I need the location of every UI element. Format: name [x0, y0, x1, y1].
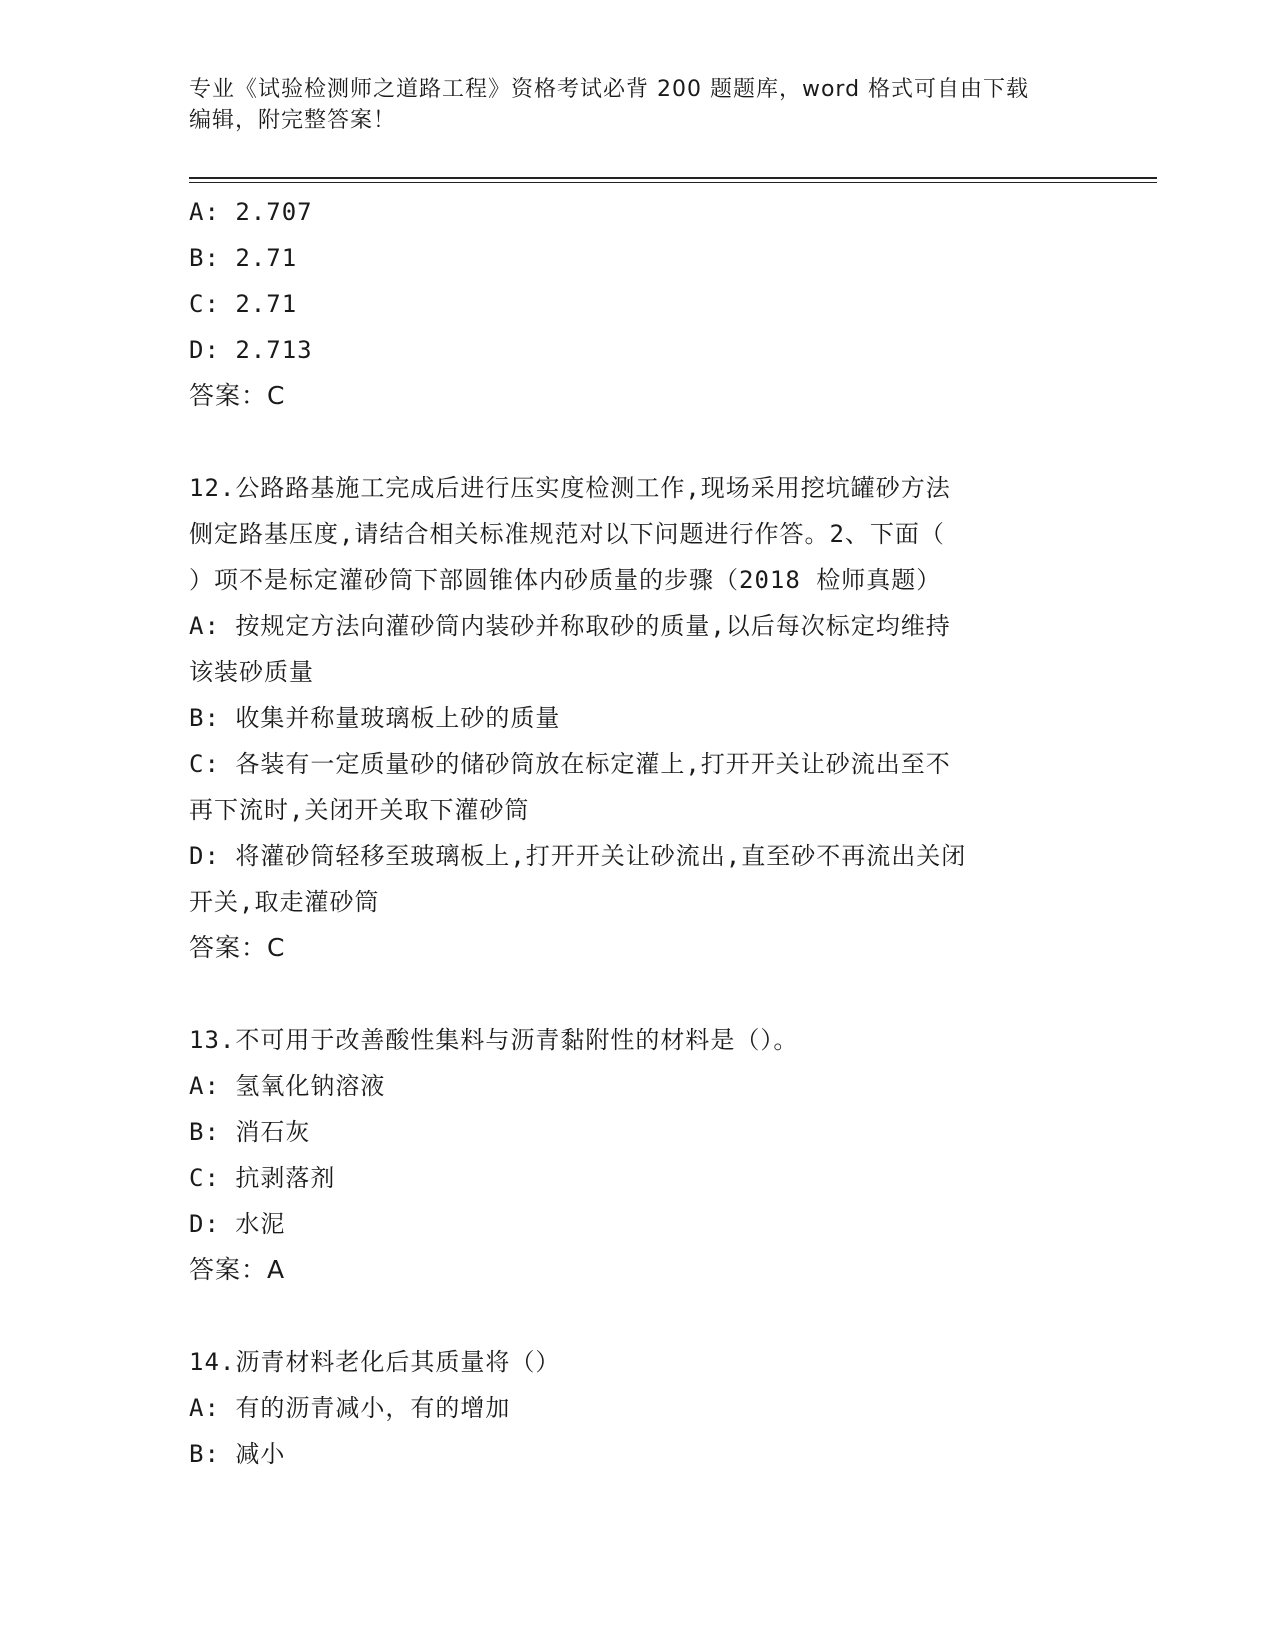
- document-header: [189, 74, 1089, 136]
- header-rule-thick: [189, 177, 1157, 179]
- answer: 答案：A: [189, 1255, 286, 1284]
- header-rule-thin: [189, 182, 1157, 183]
- question-stem: ）项不是标定灌砂筒下部圆锥体内砂质量的步骤（2018 检师真题）: [189, 566, 942, 594]
- option-a: A: 2.707: [189, 198, 313, 226]
- spacer: [189, 419, 1089, 465]
- question-12: [189, 465, 1089, 971]
- option-c: C: 抗剥落剂: [189, 1164, 336, 1192]
- header-line-1: 专业《试验检测师之道路工程》资格考试必背 200 题题库，word 格式可自由下载: [189, 77, 1030, 102]
- option-a: A: 有的沥青减小，有的增加: [189, 1394, 511, 1422]
- option-b: B: 减小: [189, 1440, 286, 1468]
- option-d: D: 水泥: [189, 1210, 286, 1238]
- option-d: D: 将灌砂筒轻移至玻璃板上,打开开关让砂流出,直至砂不再流出关闭: [189, 842, 967, 870]
- option-c-continued: 再下流时,关闭开关取下灌砂筒: [189, 796, 530, 824]
- answer: 答案：C: [189, 381, 286, 410]
- option-b: B: 收集并称量玻璃板上砂的质量: [189, 704, 561, 732]
- question-stem: 14.沥青材料老化后其质量将（）: [189, 1348, 561, 1376]
- question-list: [189, 189, 1089, 1477]
- option-d-continued: 开关,取走灌砂筒: [189, 888, 380, 916]
- question-stem: 13.不可用于改善酸性集料与沥青黏附性的材料是（）。: [189, 1026, 799, 1054]
- question-11: [189, 189, 1089, 419]
- question-stem: 侧定路基压度,请结合相关标准规范对以下问题进行作答。2、下面（: [189, 520, 945, 548]
- question-13: [189, 1017, 1089, 1293]
- option-d: D: 2.713: [189, 336, 313, 364]
- header-line-2: 编辑，附完整答案！: [189, 108, 397, 133]
- answer: 答案：C: [189, 933, 286, 962]
- question-stem: 12.公路路基施工完成后进行压实度检测工作,现场采用挖坑罐砂方法: [189, 474, 951, 502]
- option-a: A: 氢氧化钠溶液: [189, 1072, 386, 1100]
- spacer: [189, 971, 1089, 1017]
- option-b: B: 消石灰: [189, 1118, 311, 1146]
- option-c: C: 各装有一定质量砂的储砂筒放在标定灌上,打开开关让砂流出至不: [189, 750, 951, 778]
- option-c: C: 2.71: [189, 290, 298, 318]
- option-b: B: 2.71: [189, 244, 298, 272]
- option-a-continued: 该装砂质量: [189, 658, 314, 686]
- question-14: [189, 1339, 1089, 1477]
- option-a: A: 按规定方法向灌砂筒内装砂并称取砂的质量,以后每次标定均维持: [189, 612, 951, 640]
- spacer: [189, 1293, 1089, 1339]
